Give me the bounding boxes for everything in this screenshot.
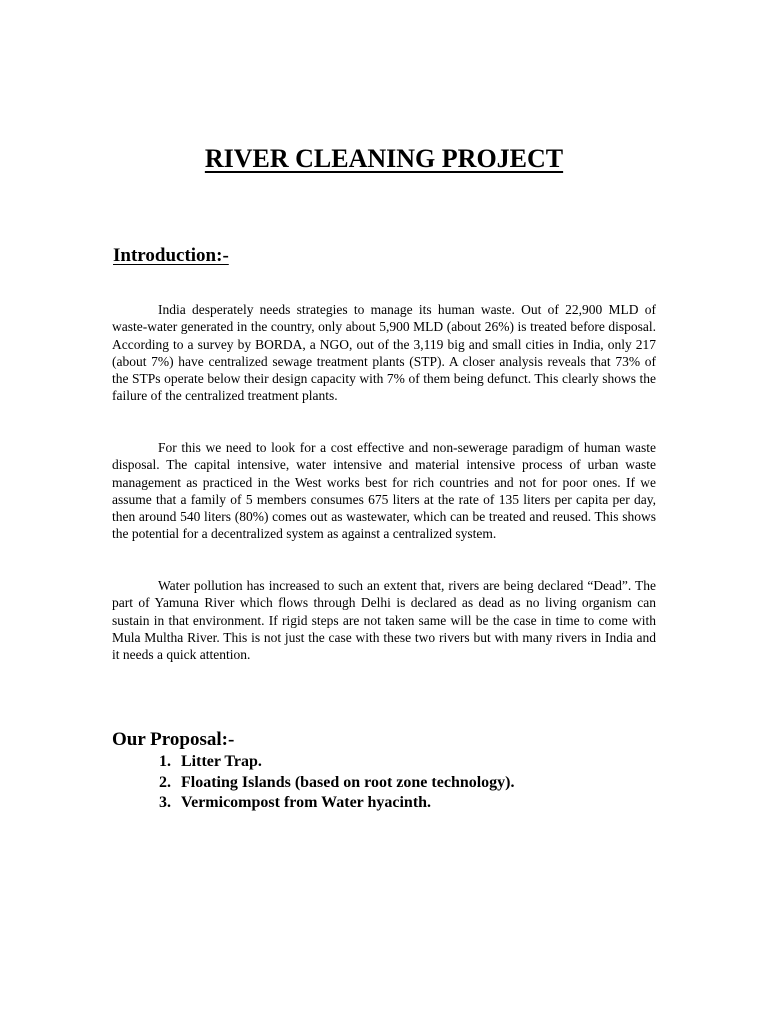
proposal-item: [159, 773, 515, 794]
intro-paragraph-3: Water pollution has increased to such an extent that, rivers are being declared “Dead”. The part of Yamuna River which flows through Delhi is declared as dead as no living organism can sustain in that environment. If rigid steps are not taken same will be the case in time to come with Mula Multha River. This is not just the case with these two rivers but with many rivers in India and it needs a quick attention.: [112, 578, 656, 663]
proposal-item: [159, 752, 515, 773]
intro-paragraph-2: For this we need to look for a cost effective and non-sewerage paradigm of human waste disposal. The capital intensive, water intensive and material intensive process of urban waste management as practiced in the West works best for rich countries and not for poor ones. If we assume that a family of 5 members consumes 675 liters at the rate of 135 liters per capita per day, then around 540 liters (80%) comes out as wastewater, which can be treated and reused. This shows the potential for a decentralized system as against a centralized system.: [112, 440, 656, 542]
proposal-list: [159, 752, 515, 814]
page-title-text: RIVER CLEANING PROJECT: [204, 144, 564, 173]
introduction-heading: Introduction:-: [113, 245, 229, 266]
proposal-item-text: Floating Islands (based on root zone technology).: [181, 773, 515, 791]
proposal-item-text: Vermicompost from Water hyacinth.: [181, 794, 432, 811]
proposal-item: [159, 793, 515, 814]
proposal-item-text: Litter Trap.: [181, 753, 262, 770]
proposal-heading: Our Proposal:-: [112, 729, 235, 750]
proposal-item-number: 1.: [159, 753, 171, 770]
intro-paragraph-1: India desperately needs strategies to manage its human waste. Out of 22,900 MLD of waste-water generated in the country, only about 5,900 MLD (about 26%) is treated before disposal. According to a survey by BORDA, a NGO, out of the 3,119 big and small cities in India, only 217 (about 7%) have centralized sewage treatment plants (STP). A closer analysis reveals that 73% of the STPs operate below their design capacity with 7% of them being defunct. This clearly shows the failure of the centralized treatment plants.: [112, 302, 656, 404]
page-title: [0, 143, 768, 175]
proposal-item-number: 2.: [159, 773, 171, 791]
proposal-item-number: 3.: [159, 794, 171, 811]
